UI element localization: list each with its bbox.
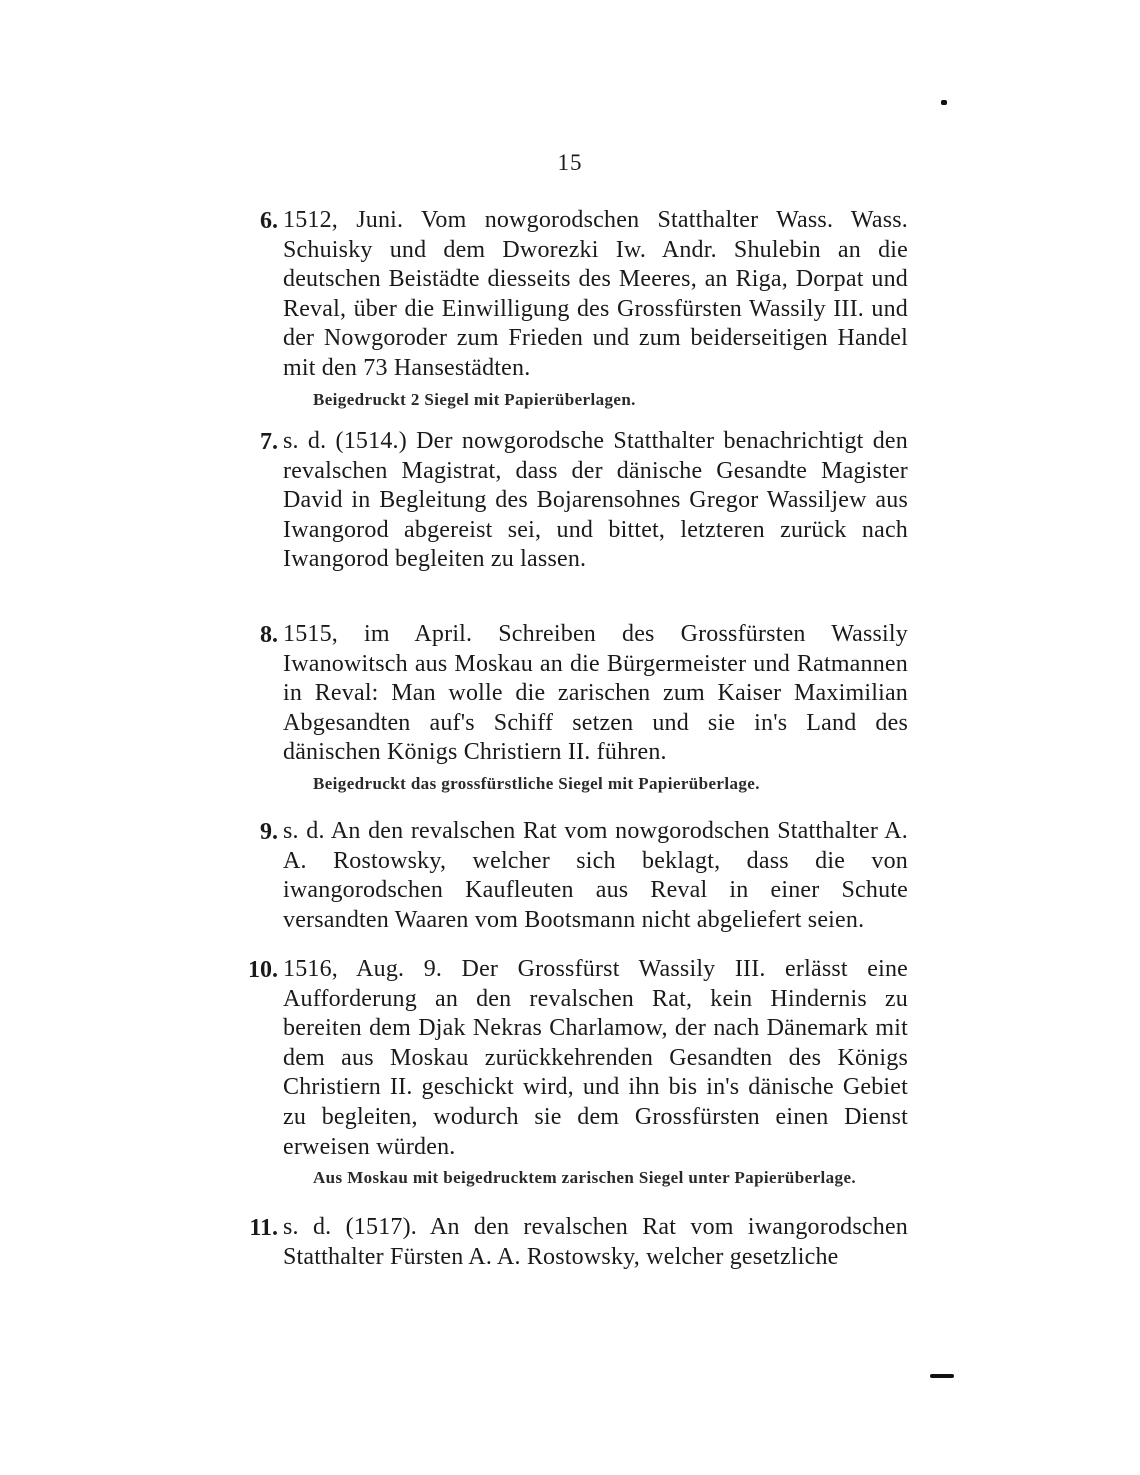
- entry-number: 8.: [260, 622, 278, 648]
- scan-speck: [930, 1374, 954, 1378]
- scan-speck: [941, 100, 947, 105]
- entry-note: Aus Moskau mit beigedrucktem zarischen Siegel unter Papierüberlage.: [313, 1168, 857, 1188]
- entry-text: s. d. (1517). An den revalschen Rat vom iwangorodschen Statthalter Fürsten A. A. Rostowsky, welcher gesetzliche: [283, 1214, 908, 1270]
- entry-text: s. d. An den revalschen Rat vom nowgorodschen Statthalter A. A. Rostowsky, welcher sich beklagt, dass die von iwangorodschen Kaufleuten aus Reval in einer Schute versandten Waaren vom Bootsmann nicht abgeliefert seien.: [283, 818, 908, 933]
- entry-6: [260, 206, 908, 412]
- entry-number: 6.: [260, 208, 278, 234]
- entry-9: [260, 817, 908, 935]
- entry-7: [260, 427, 908, 575]
- entry-number: 7.: [260, 429, 278, 455]
- entry-10: [248, 955, 908, 1190]
- entry-text: 1512, Juni. Vom nowgorodschen Statthalter Wass. Wass. Schuisky und dem Dworezki Iw. Andr. Shulebin an die deutschen Beistädte diesseits des Meeres, an Riga, Dorpat und Reval, über die Einwilligung des Grossfürsten Wassily III. und der Nowgoroder zum Frieden und zum beiderseitigen Handel mit den 73 Hansestädten.: [283, 207, 908, 381]
- entry-text: 1516, Aug. 9. Der Grossfürst Wassily III. erlässt eine Aufforderung an den revalschen Rat, kein Hindernis zu bereiten dem Djak Nekras Charlamow, der nach Dänemark mit dem aus Moskau zurückkehrenden Gesandten des Königs Christiern II. geschickt wird, und ihn bis in's dänische Gebiet zu begleiten, wodurch sie dem Grossfürsten einen Dienst erweisen würden.: [283, 956, 908, 1160]
- entry-text: 1515, im April. Schreiben des Grossfürsten Wassily Iwanowitsch aus Moskau an die Bürgermeister und Ratmannen in Reval: Man wolle die zarischen zum Kaiser Maximilian Abgesandten auf's Schiff setzen und sie in's Land des dänischen Königs Christiern II. führen.: [283, 621, 908, 766]
- entry-text: s. d. (1514.) Der nowgorodsche Statthalter benachrichtigt den revalschen Magistrat, dass der dänische Gesandte Magister David in Begleitung des Bojarensohnes Gregor Wassiljew aus Iwangorod abgereist sei, und bittet, letzteren zurück nach Iwangorod begleiten zu lassen.: [283, 428, 908, 573]
- entry-note: Beigedruckt das grossfürstliche Siegel mit Papierüberlage.: [313, 773, 760, 793]
- entry-note: Beigedruckt 2 Siegel mit Papierüberlagen.: [313, 389, 636, 409]
- entry-number: 11.: [249, 1215, 278, 1241]
- entry-11: [249, 1213, 908, 1272]
- entry-8: [260, 620, 908, 796]
- entry-number: 10.: [248, 957, 278, 983]
- entry-number: 9.: [260, 819, 278, 845]
- page-number: 15: [557, 150, 583, 175]
